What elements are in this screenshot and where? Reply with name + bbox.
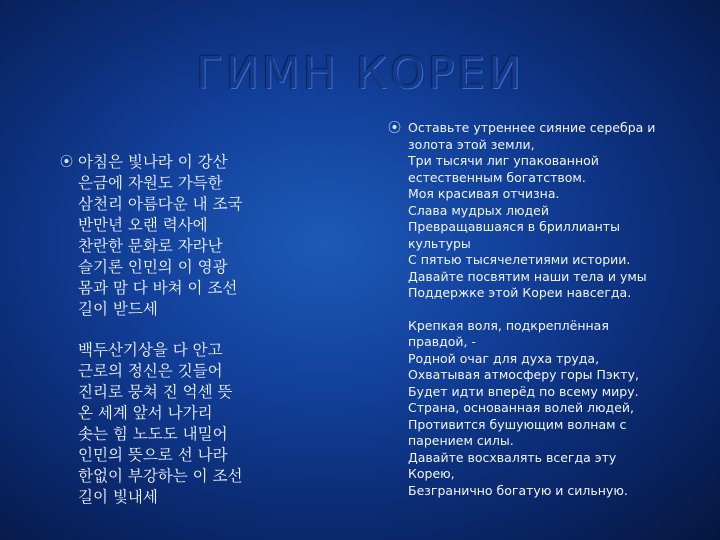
lyric-line: 은금에 자원도 가득한 [78, 174, 223, 192]
russian-lyrics [408, 120, 698, 515]
lyric-line: Давайте посвятим наши тела и умы [408, 268, 647, 284]
lyric-line: золота этой земли, [408, 136, 535, 152]
lyric-line: Страна, основанная волей людей, [408, 400, 634, 415]
korean-lyrics [78, 152, 308, 528]
korean-stanza-2 [78, 340, 308, 508]
lyric-line: Превращавшаяся в бриллианты [408, 219, 620, 234]
korean-stanza-1 [78, 152, 308, 320]
lyric-line: 한없이 부강하는 이 조선 [78, 467, 243, 485]
lyric-line: 몸과 맘 다 바쳐 이 조선 [78, 279, 238, 297]
lyric-line: Противится бушующим волнам с [408, 416, 627, 432]
lyric-line: естественным богатством. [408, 169, 586, 185]
lyric-line: 진리로 뭉쳐 진 억센 뜻 [78, 383, 233, 401]
lyric-line: 아침은 빛나라 이 강산 [78, 153, 228, 171]
lyric-line: Оставьте утреннее сияние серебра и [408, 120, 656, 135]
lyric-line: 근로의 정신은 깃들어 [78, 362, 223, 380]
lyric-line: 길이 빛내세 [78, 488, 158, 506]
slide-title: ГИМН КОРЕИ [196, 48, 524, 99]
lyric-line: парением силы. [408, 433, 514, 448]
lyric-line: 솟는 힘 노도도 내밀어 [78, 425, 228, 443]
lyric-line: Слава мудрых людей [408, 202, 549, 218]
lyric-line: культуры [408, 235, 471, 251]
lyric-line: Безгранично богатую и сильную. [408, 482, 628, 498]
russian-stanza-1 [408, 120, 698, 302]
lyric-line: 슬기론 인민의 이 영광 [78, 258, 228, 276]
lyric-line: 온 세계 앞서 나가리 [78, 404, 213, 422]
target-bullet-icon: ⦿ [60, 155, 74, 170]
lyric-line: 길이 받드세 [78, 300, 158, 318]
lyric-line: Будет идти вперёд по всему миру. [408, 383, 639, 399]
lyric-line: Поддержке этой Кореи навсегда. [408, 285, 632, 300]
lyric-line: 반만년 오랜 력사에 [78, 216, 208, 234]
lyric-line: Моя красивая отчизна. [408, 186, 560, 201]
lyric-line: 백두산기상을 다 안고 [78, 341, 223, 359]
lyric-line: Корею, [408, 466, 455, 481]
lyric-line: Охватывая атмосферу горы Пэкту, [408, 367, 639, 382]
lyric-line: 찬란한 문화로 자라난 [78, 237, 223, 255]
lyric-line: правдой, - [408, 334, 477, 349]
lyric-line: С пятью тысячелетиями истории. [408, 252, 631, 267]
lyric-line: Давайте восхвалять всегда эту [408, 449, 617, 465]
russian-stanza-2 [408, 318, 698, 500]
target-bullet-icon: ⦿ [388, 121, 402, 136]
lyric-line: 인민의 뜻으로 선 나라 [78, 446, 228, 464]
lyric-line: Три тысячи лиг упакованной [408, 153, 599, 168]
lyric-line: 삼천리 아름다운 내 조국 [78, 195, 243, 213]
lyric-line: Родной очаг для духа труда, [408, 350, 600, 366]
lyric-line: Крепкая воля, подкреплённая [408, 317, 609, 333]
